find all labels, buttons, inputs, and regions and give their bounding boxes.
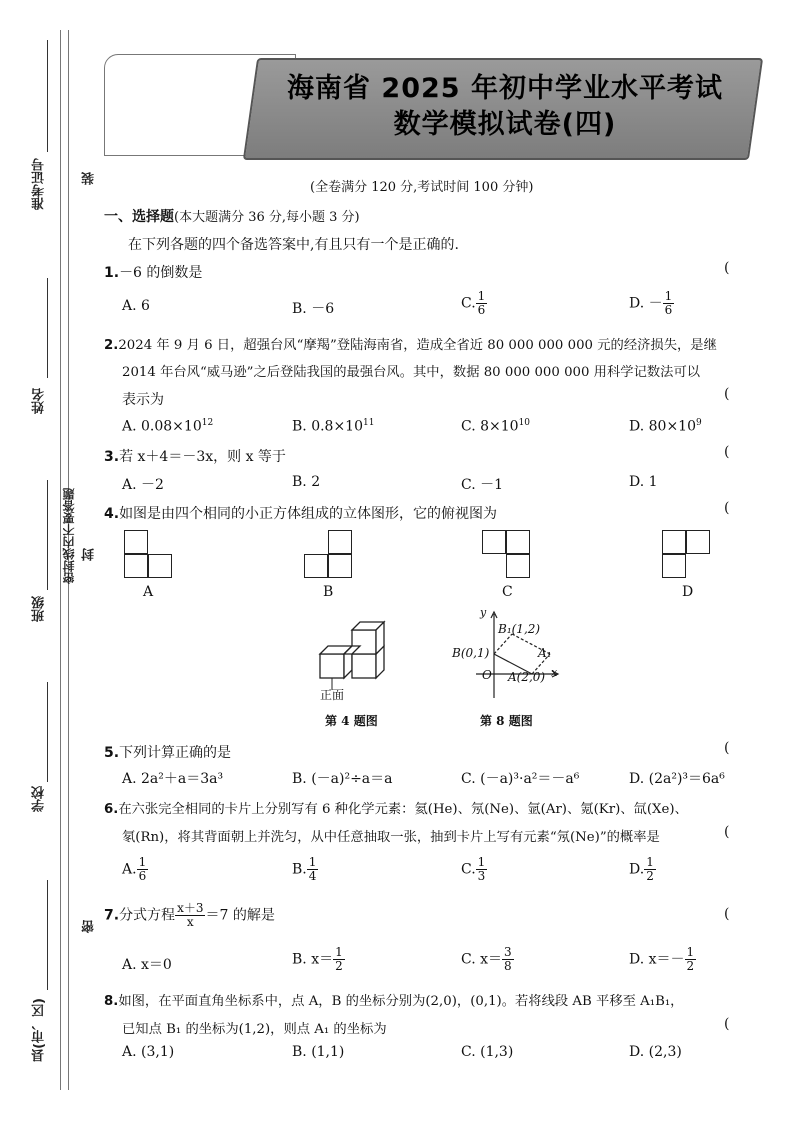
q1-c-den: 6 xyxy=(477,303,486,317)
q4-c-cell xyxy=(482,530,506,554)
q7-b-prefix: B. x＝ xyxy=(292,951,334,968)
q4-d-cell xyxy=(662,530,686,554)
q6-number: 6. xyxy=(104,802,119,817)
q6-option-b[interactable] xyxy=(292,856,318,883)
name-label: 姓名 xyxy=(32,388,47,414)
seal-note: 密封线内不要答题 xyxy=(62,488,76,584)
q7-option-c[interactable] xyxy=(461,946,514,973)
q1-d-fraction xyxy=(663,290,675,317)
seal-char-2: 封 xyxy=(82,548,97,561)
q2-d-exp: 9 xyxy=(696,418,702,428)
q4-c-cell xyxy=(506,554,530,578)
q1-number: 1. xyxy=(104,265,120,281)
q7-stem-pre: 分式方程 xyxy=(119,907,176,924)
q4-option-d-label[interactable]: D xyxy=(682,584,694,600)
q7-stem-den: x xyxy=(186,915,194,929)
q4-a-cell xyxy=(124,530,148,554)
q8-option-d[interactable]: D. (2,3) xyxy=(629,1044,682,1060)
q7-option-b[interactable] xyxy=(292,946,345,973)
q7-c-prefix: C. x＝ xyxy=(461,951,503,968)
q6-b-num: 1 xyxy=(308,855,317,869)
q6-a-den: 6 xyxy=(138,869,147,883)
q7-d-num: 1 xyxy=(686,945,695,959)
q8-number: 8. xyxy=(104,994,119,1009)
title-line-1: 海南省 2025 年初中学业水平考试 xyxy=(287,73,723,104)
q4-a-cell xyxy=(148,554,172,578)
q2-line-1 xyxy=(104,334,717,353)
q6-c-num: 1 xyxy=(477,855,486,869)
seal-char-1: 装 xyxy=(82,172,97,185)
q6-d-fraction xyxy=(644,856,656,883)
q6-c-fraction xyxy=(476,856,488,883)
q1-c-num: 1 xyxy=(477,289,486,303)
q2-a-exp: 12 xyxy=(201,418,214,428)
q8-option-b[interactable]: B. (1,1) xyxy=(292,1044,345,1060)
q8-a-label: A(2,0) xyxy=(508,670,546,684)
q4-d-cell xyxy=(662,554,686,578)
q3-option-a[interactable]: A. －2 xyxy=(122,477,164,493)
q5-stem: 下列计算正确的是 xyxy=(119,745,232,761)
q3-option-c[interactable]: C. －1 xyxy=(461,477,504,493)
section-title: 一、选择题 xyxy=(104,209,174,225)
q5-option-a[interactable]: A. 2a²＋a＝3a³ xyxy=(122,771,224,787)
q8-line-2: 已知点 B₁ 的坐标为(1,2)，则点 A₁ 的坐标为 xyxy=(122,1022,387,1037)
q6-d-num: 1 xyxy=(646,855,654,869)
class-blank[interactable] xyxy=(47,480,48,590)
q8-answer-paren[interactable]: ( xyxy=(724,1016,730,1032)
q4-option-c-label[interactable]: C xyxy=(502,584,513,600)
q6-option-c[interactable] xyxy=(461,856,487,883)
q7-b-den: 2 xyxy=(335,959,343,973)
q2-option-b[interactable] xyxy=(292,418,374,435)
q8-text-1: 如图，在平面直角坐标系中，点 A，B 的坐标分别为(2,0)，(0,1)。若将线段 AB 平移至 A₁B₁， xyxy=(118,994,684,1009)
q6-c-prefix: C. xyxy=(461,861,476,878)
q8-option-a[interactable]: A. (3,1) xyxy=(122,1044,175,1060)
q4-stem-row xyxy=(104,503,497,523)
q1-option-c[interactable] xyxy=(461,290,487,317)
q8-option-c[interactable]: C. (1,3) xyxy=(461,1044,514,1060)
q7-number: 7. xyxy=(104,907,120,924)
q6-option-a[interactable] xyxy=(122,856,148,883)
q8-y-axis-label: y xyxy=(480,606,487,619)
q6-answer-paren[interactable]: ( xyxy=(724,824,730,840)
q5-option-c[interactable]: C. (－a)³·a²＝－a⁶ xyxy=(461,771,580,787)
q5-option-d[interactable]: D. (2a²)³＝6a⁶ xyxy=(629,771,725,787)
section-note: (本大题满分 36 分,每小题 3 分) xyxy=(174,210,360,225)
q2-b-base: B. 0.8×10 xyxy=(292,418,363,435)
q4-option-b-label[interactable]: B xyxy=(323,584,334,600)
q1-c-fraction xyxy=(476,290,488,317)
school-label: 学校 xyxy=(32,786,47,812)
q1-option-b[interactable]: B. －6 xyxy=(292,301,335,317)
q2-c-base: C. 8×10 xyxy=(461,418,519,435)
exam-number-blank[interactable] xyxy=(47,40,48,152)
q6-d-prefix: D. xyxy=(629,861,645,878)
q1-stem: －6 的倒数是 xyxy=(119,265,203,281)
q6-d-den: 2 xyxy=(646,869,654,883)
section-title-row xyxy=(104,206,360,226)
q8-x-axis-label: x xyxy=(551,666,558,679)
q5-answer-paren[interactable]: ( xyxy=(724,740,730,756)
q7-stem-fraction xyxy=(175,902,205,929)
seal-char-3: 密 xyxy=(82,920,97,933)
section-instruction: 在下列各题的四个备选答案中,有且只有一个是正确的. xyxy=(128,237,459,253)
q4-d-cell xyxy=(686,530,710,554)
q7-c-fraction xyxy=(502,946,514,973)
q7-d-fraction xyxy=(685,946,697,973)
q8-b-label: B(0,1) xyxy=(452,646,490,660)
q4-c-cell xyxy=(506,530,530,554)
q2-c-exp: 10 xyxy=(518,418,531,428)
q8-origin-label: O xyxy=(482,668,492,682)
name-blank[interactable] xyxy=(47,278,48,378)
q5-option-b[interactable]: B. (－a)²÷a＝a xyxy=(292,771,393,787)
q1-d-den: 6 xyxy=(664,303,673,317)
q4-b-cell xyxy=(328,530,352,554)
q7-stem-row xyxy=(104,902,275,929)
q7-answer-paren[interactable]: ( xyxy=(724,906,730,922)
q3-option-d[interactable]: D. 1 xyxy=(629,474,658,490)
q1-option-a[interactable]: A. 6 xyxy=(122,298,150,314)
q7-b-fraction xyxy=(333,946,345,973)
q7-c-num: 3 xyxy=(504,945,512,959)
q6-c-den: 3 xyxy=(477,869,486,883)
q5-number: 5. xyxy=(104,745,120,761)
exam-number-label: 准考证号 xyxy=(32,158,47,210)
q2-option-a[interactable] xyxy=(122,418,213,435)
q7-b-num: 1 xyxy=(335,945,343,959)
school-blank[interactable] xyxy=(47,682,48,782)
exam-subtitle: (全卷满分 120 分,考试时间 100 分钟) xyxy=(310,180,534,195)
q3-answer-paren[interactable]: ( xyxy=(724,444,730,460)
county-label: 县(市、区) xyxy=(32,998,47,1062)
q4-stem: 如图是由四个相同的小正方体组成的立体图形，它的俯视图为 xyxy=(119,506,498,522)
q4-option-a-label[interactable]: A xyxy=(143,584,154,600)
q6-b-prefix: B. xyxy=(292,861,307,878)
q1-option-d[interactable] xyxy=(629,290,674,317)
q3-stem-row xyxy=(104,446,286,466)
q6-a-num: 1 xyxy=(138,855,147,869)
q1-d-num: 1 xyxy=(664,289,673,303)
q2-option-c[interactable] xyxy=(461,418,530,435)
q4-number: 4. xyxy=(104,506,120,522)
q8-line-1 xyxy=(104,990,683,1009)
q7-stem-post: ＝7 的解是 xyxy=(205,907,275,924)
q4-b-cell xyxy=(328,554,352,578)
q2-line-3: 表示为 xyxy=(122,392,164,408)
q2-a-base: A. 0.08×10 xyxy=(122,418,202,435)
q6-b-den: 4 xyxy=(308,869,317,883)
q7-d-den: 2 xyxy=(686,959,695,973)
class-label: 班级 xyxy=(32,596,47,622)
q7-c-den: 8 xyxy=(504,959,512,973)
q6-line-1 xyxy=(104,798,688,817)
q2-b-exp: 11 xyxy=(363,418,375,428)
q7-stem-num: x＋3 xyxy=(177,901,204,915)
q7-option-d[interactable] xyxy=(629,946,696,973)
q6-a-prefix: A. xyxy=(122,861,137,878)
q8-b1-label: B₁(1,2) xyxy=(498,622,541,636)
q1-c-prefix: C. xyxy=(461,295,476,312)
q3-option-b[interactable]: B. 2 xyxy=(292,474,321,490)
q4-front-label: 正面 xyxy=(320,688,345,702)
q2-d-base: D. 80×10 xyxy=(629,418,696,435)
q7-d-prefix: D. x＝－ xyxy=(629,951,685,968)
q3-stem: 若 x＋4＝－3x，则 x 等于 xyxy=(119,449,286,465)
q4-figure-caption: 第 4 题图 xyxy=(325,714,378,728)
q8-figure-caption: 第 8 题图 xyxy=(480,714,533,728)
q3-number: 3. xyxy=(104,449,120,465)
q6-a-fraction xyxy=(137,856,149,883)
q2-answer-paren[interactable]: ( xyxy=(724,386,730,402)
q6-option-d[interactable] xyxy=(629,856,656,883)
title-line-2: 数学模拟试卷(四) xyxy=(393,109,617,140)
q1-d-prefix: D. － xyxy=(629,295,663,312)
q8-a1-label: A₁ xyxy=(538,646,552,660)
q6-b-fraction xyxy=(307,856,319,883)
q4-b-cell xyxy=(304,554,328,578)
q1-answer-paren[interactable]: ( xyxy=(724,260,730,276)
q2-option-d[interactable] xyxy=(629,418,702,435)
q6-text-1: 在六张完全相同的卡片上分别写有 6 种化学元素：氦(He)、氖(Ne)、氩(Ar)、氪(Kr)、氙(Xe)、 xyxy=(118,802,688,817)
q6-line-2: 氡(Rn)，将其背面朝上并洗匀，从中任意抽取一张，抽到卡片上写有元素“氖(Ne)”的概率是 xyxy=(122,830,660,845)
q2-number: 2. xyxy=(104,338,119,353)
q4-a-cell xyxy=(124,554,148,578)
q7-option-a[interactable]: A. x＝0 xyxy=(122,957,172,973)
q4-answer-paren[interactable]: ( xyxy=(724,500,730,516)
county-blank[interactable] xyxy=(47,880,48,990)
q1-stem-row xyxy=(104,262,202,282)
q2-line-2: 2014 年台风“威马逊”之后登陆我国的最强台风。其中，数据 80 000 000 000 用科学记数法可以 xyxy=(122,365,701,380)
q5-stem-row xyxy=(104,742,231,762)
q2-text-1: 2024 年 9 月 6 日，超强台风“摩羯”登陆海南省，造成全省近 80 000 000 000 元的经济损失，是继 xyxy=(118,338,717,353)
